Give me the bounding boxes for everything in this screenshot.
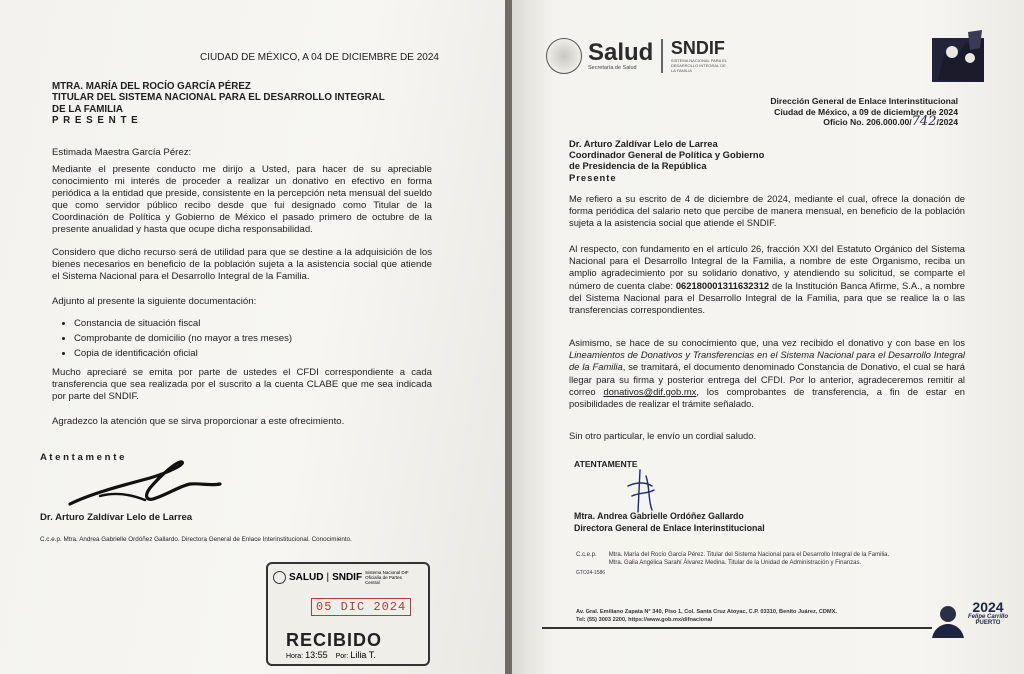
stamp-footer	[286, 650, 376, 660]
footer-year: 2024	[972, 599, 1004, 615]
recipient-line: Coordinador General de Política y Gobierno	[569, 149, 765, 161]
paragraph-2: Considero que dicho recurso será de utilidad para que se destine a la adquisición de los bienes necesarios en beneficio de la población sujeta a la asistencia social que atiende el Sistema Nacional para el Desarrollo Integral de la Familia.	[52, 247, 432, 282]
stamp-office: Sistema Nacional DIF Oficialía de Partes Central	[365, 570, 409, 585]
salutation: Estimada Maestra García Pérez:	[52, 147, 192, 158]
recipient-block	[52, 81, 385, 127]
emblem-image	[930, 28, 988, 84]
signer-title: Directora General de Enlace Interinstitucional	[574, 523, 765, 533]
stamp-hora-label: Hora:	[286, 653, 304, 660]
paragraph-1: Mediante el presente conducto me dirijo a Usted, para hacer de su apreciable conocimiento mi interés de proceder a realizar un donativo en efectivo en forma periódica a la entidad que preside, consistente en la percepción neta mensual del sueldo que como servidor público recibo desde que fui designado como Titular de la Coordinación de Política y Gobierno de México el pasado primero de octubre de la presente anualidad y hasta que ocupe dicha responsabilidad.	[52, 164, 432, 235]
stamp-header	[273, 570, 409, 585]
email-link[interactable]: donativos@dif.gob.mx	[603, 385, 697, 397]
closing: A t e n t a m e n t e	[40, 452, 125, 463]
paragraph-5: Agradezco la atención que se sirva proporcionar a este ofrecimiento.	[52, 416, 345, 427]
recipient-line: TITULAR DEL SISTEMA NACIONAL PARA EL DESARROLLO INTEGRAL	[52, 92, 385, 104]
paragraph-3-text: Asimismo, se hace de su conocimiento que, una vez recibido el donativo y con base en los	[569, 337, 965, 348]
letter-page-left	[0, 0, 505, 674]
signer-block	[574, 510, 765, 534]
stamp-por-label: Por:	[335, 653, 349, 660]
paragraph-3-text-end: , los comprobantes de transferencia, a fin de estar en posibilidades de realizar el trámite señalado.	[569, 385, 966, 410]
paragraph-3	[569, 337, 965, 410]
paragraph-2-text-end: de la Institución Banca Afirme, S.A., a nombre del Sistema Nacional para el Desarrollo Integral de la Familia, para que se realice la o las transferencias correspondientes.	[569, 279, 966, 316]
recipient-line: MTRA. MARÍA DEL ROCÍO GARCÍA PÉREZ	[52, 81, 251, 92]
logo-salud-sub: Secretaría de Salud	[588, 65, 637, 71]
logo-sndif	[671, 39, 731, 73]
paragraph-2	[569, 243, 965, 316]
oficio-number	[770, 114, 958, 130]
ccp-line: Mtra. María del Rocío García Pérez. Titular del Sistema Nacional para el Desarrollo Integral de la Familia.	[608, 552, 890, 558]
logo-divider	[661, 39, 663, 73]
letter-date: CIUDAD DE MÉXICO, A 04 DE DICIEMBRE DE 2024	[200, 52, 439, 63]
stamp-date: 05 DIC 2024	[311, 598, 411, 616]
letter-date: Ciudad de México, a 09 de diciembre de 2024	[774, 106, 958, 117]
footer-name-1: Felipe Carrillo	[968, 614, 1009, 620]
oficio-number-handwritten: 742	[911, 114, 937, 130]
list-item: • Constancia de situación fiscal	[74, 318, 292, 330]
attachments-list	[58, 318, 292, 363]
ccp-line: C.c.e.p. Mtra. Andrea Gabrielle Ordóñez Gallardo. Directora General de Enlace Interinstitucional. Conocimiento.	[40, 536, 352, 543]
clabe-number: 062180001311632312	[675, 279, 770, 291]
signer-name: Dr. Arturo Zaldívar Lelo de Larrea	[40, 512, 193, 523]
closing: ATENTAMENTE	[574, 459, 638, 469]
reference-code: GTO24-1586	[576, 570, 606, 576]
stamp-divider: |	[326, 572, 330, 583]
oficio-header	[770, 96, 958, 128]
recipient-line: P R E S E N T E	[52, 115, 139, 127]
signature-image	[60, 456, 230, 516]
list-item: • Comprobante de domicilio (no mayor a tres meses)	[74, 333, 292, 345]
oficio-year: /2024	[936, 117, 958, 128]
footer-address	[576, 608, 837, 624]
ccp-block	[576, 552, 889, 578]
guidelines-title: Lineamientos de Donativos y Transferencias en el Sistema Nacional para el Desarrollo Integral de la Familia	[569, 349, 965, 373]
list-item: • Copia de identificación oficial	[74, 348, 292, 360]
signer-name: Mtra. Andrea Gabrielle Ordóñez Gallardo	[574, 511, 744, 521]
footer-name-2: PUERTO	[975, 620, 1001, 626]
paragraph-3-text-mid: , se tramitará, el documento denominado Constancia de Donativo, el cual se hará llegar para su firma y posterior entrega del CFDI. Por lo anterior, agradeceremos remitir al correo	[569, 361, 965, 397]
address: Av. Gral. Emiliano Zapata N° 340, Piso 1, Col. Santa Cruz Atoyac, C.P. 03310, Benito Juárez, CDMX.	[576, 609, 837, 615]
letter-page-right	[512, 0, 1024, 674]
signature-image	[622, 466, 662, 514]
logo-salud	[588, 41, 653, 71]
paragraph-3: Adjunto al presente la siguiente documentación:	[52, 296, 257, 307]
mexico-seal-icon	[546, 38, 582, 74]
footer-commemorative	[968, 600, 1008, 626]
logo-salud-text: Salud	[588, 39, 654, 66]
department: Dirección General de Enlace Interinstitucional	[770, 96, 958, 106]
footer-portrait-image	[928, 600, 968, 638]
received-stamp	[266, 562, 430, 666]
recipient-line: Presente	[569, 171, 617, 183]
stamp-seal-icon	[273, 571, 286, 584]
stamp-org-sndif: SNDIF	[332, 572, 363, 583]
stamp-org-salud: SALUD	[289, 572, 324, 583]
recipient-line: de Presidencia de la República	[569, 160, 707, 172]
recipient-line: DE LA FAMILIA	[52, 103, 123, 115]
recipient-line: Dr. Arturo Zaldívar Lelo de Larrea	[569, 138, 718, 149]
ccp-line: Mtra. Galia Angélica Sarahí Álvarez Medina. Titular de la Unidad de Administración y Finanzas.	[608, 559, 862, 566]
logo-sndif-sub: SISTEMA NACIONAL PARA EL DESARROLLO INTEGRAL DE LA FAMILIA	[670, 58, 727, 73]
paragraph-4: Sin otro particular, le envío un cordial saludo.	[569, 430, 757, 441]
stamp-por-value: Lilia T.	[350, 650, 376, 660]
phone-web: Tel: (55) 3003 2200, https://www.gob.mx/difnacional	[576, 617, 713, 623]
paragraph-1: Me refiero a su escrito de 4 de diciembre de 2024, mediante el cual, ofrece la donación de forma periódica del salario neto que percibe de manera mensual, en beneficio de la población sujeta a la asistencia social que atiende el SNDIF.	[569, 193, 965, 229]
header-logos	[546, 38, 731, 74]
paragraph-2-text: Al respecto, con fundamento en el artículo 26, fracción XXI del Estatuto Orgánico del Sistema Nacional para el Desarrollo Integral de la Familia, a nombre de este Organismo, reciba un amplio agradecimiento por su solidario donativo, y atendiendo su solicitud, se comparte el número de cuenta clabe:	[569, 243, 965, 291]
stamp-hora-value: 13:55	[305, 650, 328, 660]
oficio-label: Oficio No. 206.000.00/	[823, 117, 912, 128]
logo-sndif-text: SNDIF	[670, 38, 725, 58]
ccp-label: C.c.e.p.	[576, 552, 597, 558]
stamp-status: RECIBIDO	[286, 630, 383, 650]
paragraph-4: Mucho apreciaré se emita por parte de ustedes el CFDI correspondiente a cada transferencia que sea realizada por el suscrito a la cuenta CLABE que me sea indicada por parte del SNDIF.	[52, 367, 432, 402]
footer-rule	[542, 627, 932, 629]
recipient-block	[569, 138, 764, 183]
